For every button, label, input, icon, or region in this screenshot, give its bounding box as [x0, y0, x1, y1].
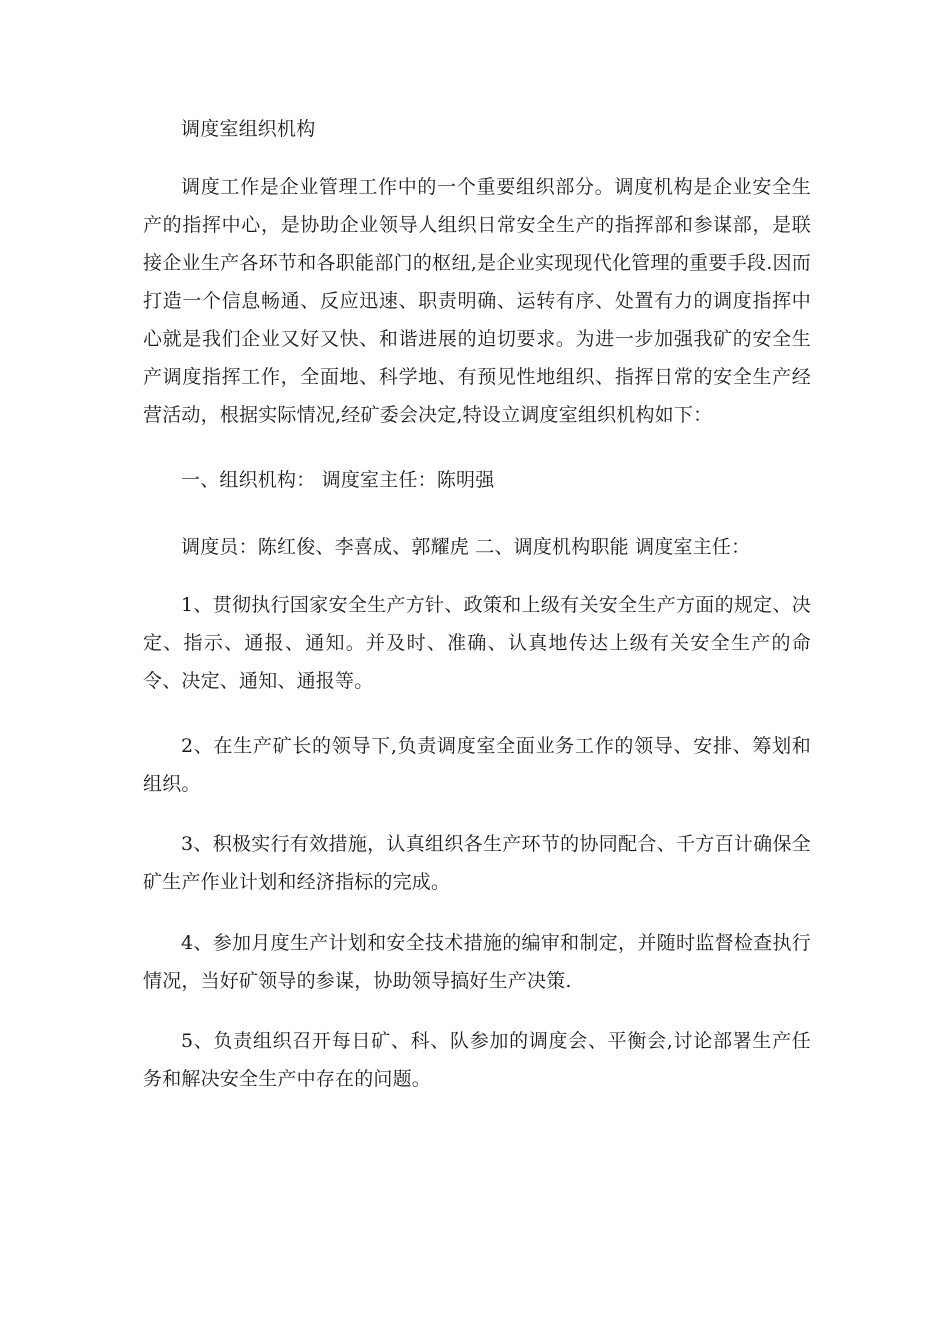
staff-line: 调度员：陈红俊、李喜成、郭耀虎 二、调度机构职能 调度室主任： [181, 536, 751, 558]
organization-line: 一、组织机构： 调度室主任：陈明强 [181, 469, 495, 491]
duty-item: 4、参加月度生产计划和安全技术措施的编审和制定，并随时监督检查执行情况，当好矿领导的参谋，协助领导搞好生产决策. [143, 932, 811, 992]
duty-item: 3、积极实行有效措施，认真组织各生产环节的协同配合、千方百计确保全矿生产作业计划和经济指标的完成。 [143, 833, 811, 893]
duty-item: 2、在生产矿长的领导下,负责调度室全面业务工作的领导、安排、筹划和组织。 [143, 735, 811, 795]
duty-item: 1、贯彻执行国家安全生产方针、政策和上级有关安全生产方面的规定、决定、指示、通报、通知。并及时、准确、认真地传达上级有关安全生产的命令、决定、通知、通报等。 [143, 594, 811, 692]
duty-item: 5、负责组织召开每日矿、科、队参加的调度会、平衡会,讨论部署生产任务和解决安全生产中存在的问题。 [143, 1030, 811, 1090]
intro-paragraph: 调度工作是企业管理工作中的一个重要组织部分。调度机构是企业安全生产的指挥中心，是协助企业领导人组织日常安全生产的指挥部和参谋部，是联接企业生产各环节和各职能部门的枢纽,是企业实现现代化管理的重要手段.因而打造一个信息畅通、反应迅速、职责明确、运转有序、处置有力的调度指挥中心就是我们企业又好又快、和谐进展的迫切要求。为进一步加强我矿的安全生产调度指挥工作，全面地、科学地、有预见性地组织、指挥日常的安全生产经营活动，根据实际情况,经矿委会决定,特设立调度室组织机构如下： [143, 176, 811, 426]
document-title: 调度室组织机构 [181, 118, 316, 140]
